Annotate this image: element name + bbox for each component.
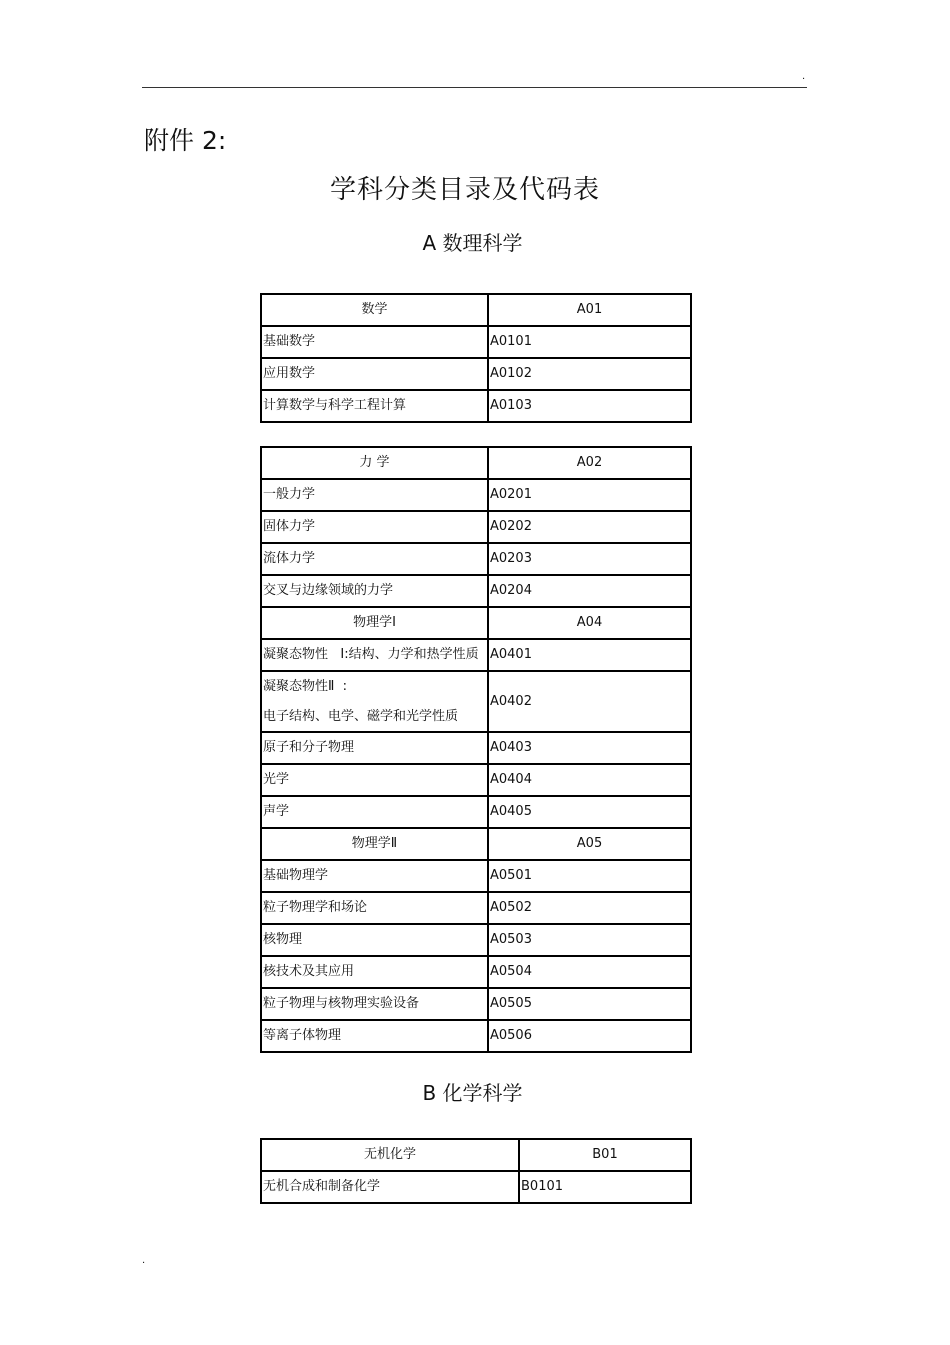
table-row [261, 764, 691, 796]
table-row [261, 1020, 691, 1052]
subject-code: A0203 [488, 543, 691, 575]
subject-name: 计算数学与科学工程计算 [261, 390, 488, 422]
subject-name: 凝聚态物性 I:结构、力学和热学性质 [261, 639, 488, 671]
subject-code: A0502 [488, 892, 691, 924]
subject-code: A0405 [488, 796, 691, 828]
subject-table-mechanics-physics [260, 446, 692, 1053]
table-row [261, 671, 691, 732]
attachment-label: 附件 2: [144, 126, 227, 155]
table-row [261, 326, 691, 358]
subject-code: A0506 [488, 1020, 691, 1052]
table-row-header [261, 447, 691, 479]
subject-name: 流体力学 [261, 543, 488, 575]
subject-name: 交叉与边缘领域的力学 [261, 575, 488, 607]
table-row-header [261, 294, 691, 326]
table-row [261, 924, 691, 956]
category-name: 力 学 [261, 447, 488, 479]
subject-code: A0101 [488, 326, 691, 358]
table-row [261, 796, 691, 828]
category-name: 无机化学 [261, 1139, 519, 1171]
subject-code: A0401 [488, 639, 691, 671]
subject-name: 无机合成和制备化学 [261, 1171, 519, 1203]
subject-name: 一般力学 [261, 479, 488, 511]
header-rule [142, 87, 807, 88]
category-code: A02 [488, 447, 691, 479]
table-row [261, 988, 691, 1020]
table-row [261, 511, 691, 543]
subject-code: A0202 [488, 511, 691, 543]
table-row [261, 732, 691, 764]
category-name: 物理学Ⅰ [261, 607, 488, 639]
table-row-header [261, 607, 691, 639]
section-title-a: A 数理科学 [422, 231, 523, 255]
subject-name: 核技术及其应用 [261, 956, 488, 988]
subject-name [261, 671, 488, 732]
table-row [261, 575, 691, 607]
subject-code: A0103 [488, 390, 691, 422]
subject-name-line: 电子结构、电学、磁学和光学性质 [263, 708, 459, 724]
subject-code: B0101 [519, 1171, 691, 1203]
header-mark: . [802, 71, 806, 82]
table-row [261, 1171, 691, 1203]
subject-name: 基础数学 [261, 326, 488, 358]
category-name: 数学 [261, 294, 488, 326]
table-row [261, 543, 691, 575]
subject-table-inorganic-chemistry [260, 1138, 692, 1204]
subject-code: A0102 [488, 358, 691, 390]
table-row-header [261, 828, 691, 860]
subject-table-mathematics [260, 293, 692, 423]
subject-name: 光学 [261, 764, 488, 796]
table-row [261, 639, 691, 671]
table-row [261, 956, 691, 988]
section-title-b: B 化学科学 [422, 1081, 523, 1105]
subject-name: 固体力学 [261, 511, 488, 543]
footer-mark: . [142, 1255, 146, 1266]
table-row [261, 358, 691, 390]
subject-code: A0404 [488, 764, 691, 796]
subject-code: A0402 [488, 671, 691, 732]
subject-code: A0403 [488, 732, 691, 764]
subject-name: 应用数学 [261, 358, 488, 390]
table-row [261, 479, 691, 511]
category-code: A04 [488, 607, 691, 639]
category-code: A05 [488, 828, 691, 860]
subject-code: A0201 [488, 479, 691, 511]
subject-name: 原子和分子物理 [261, 732, 488, 764]
subject-name: 粒子物理与核物理实验设备 [261, 988, 488, 1020]
subject-code: A0501 [488, 860, 691, 892]
category-code: A01 [488, 294, 691, 326]
subject-name: 基础物理学 [261, 860, 488, 892]
table-row [261, 860, 691, 892]
table-row-header [261, 1139, 691, 1171]
document-title: 学科分类目录及代码表 [329, 175, 600, 205]
category-code: B01 [519, 1139, 691, 1171]
subject-name: 粒子物理学和场论 [261, 892, 488, 924]
table-row [261, 390, 691, 422]
category-name: 物理学Ⅱ [261, 828, 488, 860]
subject-name: 声学 [261, 796, 488, 828]
subject-name: 等离子体物理 [261, 1020, 488, 1052]
subject-name: 核物理 [261, 924, 488, 956]
subject-code: A0503 [488, 924, 691, 956]
subject-code: A0204 [488, 575, 691, 607]
subject-code: A0505 [488, 988, 691, 1020]
subject-code: A0504 [488, 956, 691, 988]
subject-name-line: 凝聚态物性Ⅱ : [263, 678, 348, 694]
table-row [261, 892, 691, 924]
